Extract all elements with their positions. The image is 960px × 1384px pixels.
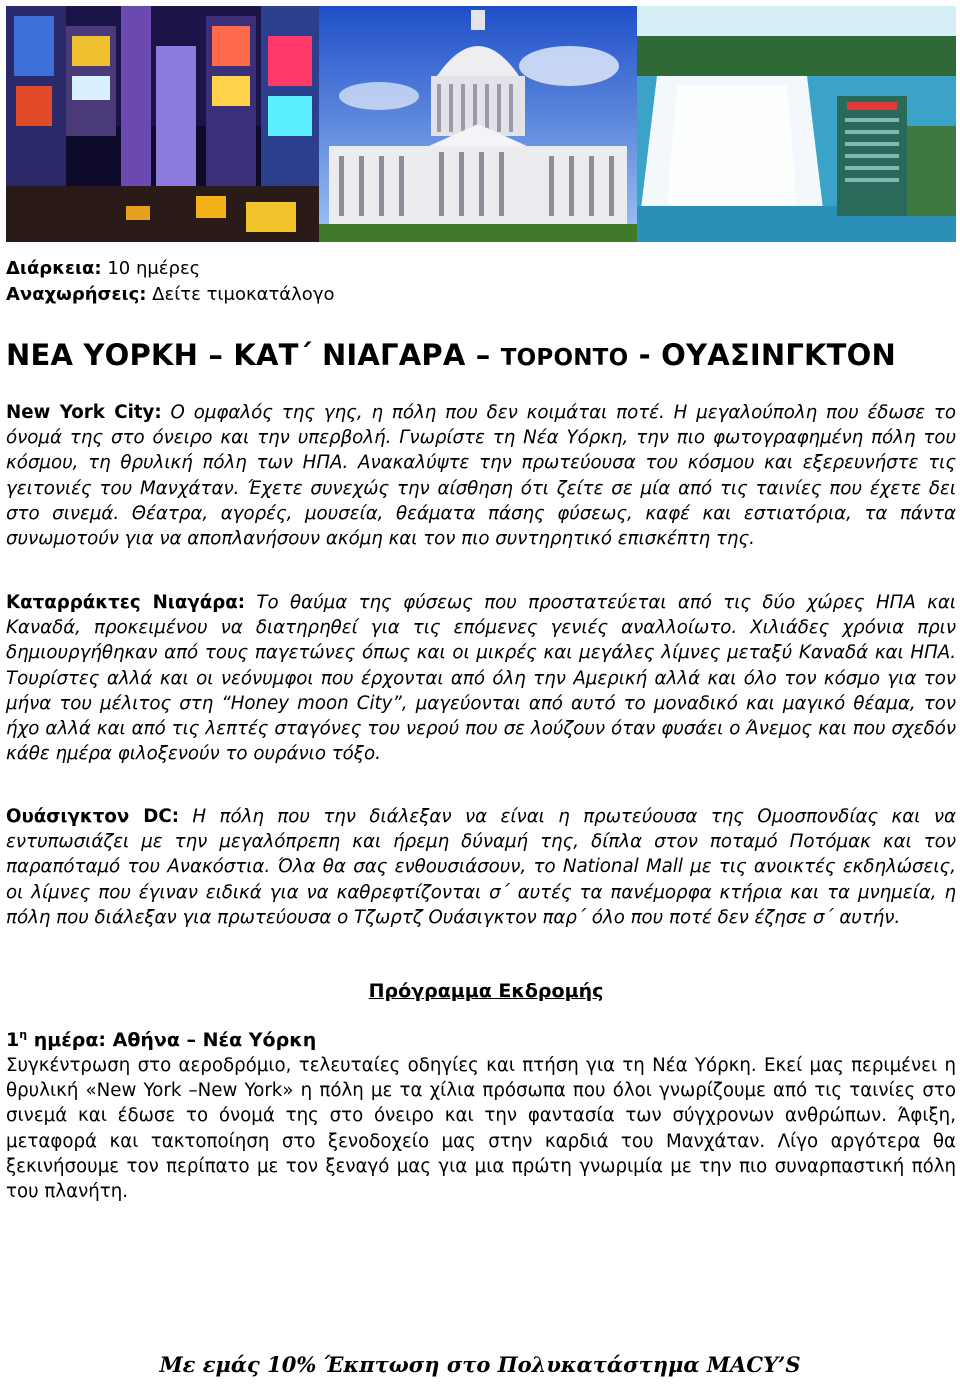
- departures-value: Δείτε τιμοκατάλογο: [146, 284, 335, 305]
- day1-title: ημέρα: Αθήνα – Νέα Υόρκη: [27, 1029, 317, 1051]
- niagara-text: Το θαύμα της φύσεως που προστατεύεται από τις δύο χώρες ΗΠΑ και Καναδά, προκειμένου να διατηρηθεί για τις επόμενες γενιές αναλλοίωτο. Χιλιάδες χρόνια πριν δημιουργήθηκαν από τους παγετώνες όπως και οι μικρές και μεγάλες λίμνες μεταξύ Καναδά και ΗΠΑ. Τουρίστες αλλά και οι νεόνυμφοι που έρχονται από όλη την Αμερική αλλά και όλο τον κόσμο για τον μήνα του μέλιτος στη “Honey moon City”, μαγεύονται από αυτό το μοναδικό και μαγικό θέαμα, τον ήχο αλλά και από τις λεπτές σταγόνες του νερού που σε λούζουν όταν φυσάει ο Άνεμος και που σχεδόν κάθε ημέρα φιλοξενούν το ουράνιο τόξο.: [6, 592, 956, 765]
- newyork-paragraph: [6, 400, 956, 551]
- duration-value: 10 ημέρες: [101, 258, 201, 279]
- capitol-photo: [319, 6, 637, 242]
- trip-meta: [6, 256, 334, 308]
- footer-offer: Με εμάς 10% Έκπτωση στο Πολυκατάστημα MACY’S: [159, 1352, 801, 1377]
- washington-lead: Ουάσιγκτον DC:: [6, 806, 179, 827]
- day1-number: 1: [6, 1029, 20, 1051]
- newyork-text: Ο ομφαλός της γης, η πόλη που δεν κοιμάται ποτέ. Η μεγαλούπολη που έδωσε το όνομά της στο όνειρο και την υπερβολή. Γνωρίστε τη Νέα Υόρκη, την πιο φωτογραφημένη πόλη του κόσμου, τη θρυλική πόλη των ΗΠΑ. Ανακαλύψτε την πρωτεύουσα του κόσμου και εξερευνήστε τις γειτονιές του Μανχάταν. Έχετε συνεχώς την αίσθηση ότι ζείτε σε μία από τις ταινίες που έχετε δει στο σινεμά. Θέατρα, αγορές, μουσεία, θεάματα πάσης φύσεως, καφέ και εστιατόρια, τα πάντα συνωμοτούν για να αποπλανήσουν ακόμη και τον πιο συντηρητικό επισκέπτη της.: [6, 402, 956, 550]
- departures-line: [6, 282, 334, 308]
- duration-label: Διάρκεια:: [6, 258, 102, 279]
- times-square-photo: [6, 6, 319, 242]
- niagara-lead: Καταρράκτες Νιαγάρα:: [6, 592, 246, 613]
- day1-heading: [6, 1028, 316, 1051]
- title-part2: ΤΟΡΟΝΤΟ: [500, 345, 629, 371]
- title-part3: - ΟΥΑΣΙΝΓΚΤΟΝ: [628, 338, 896, 372]
- page-title: [6, 338, 956, 372]
- duration-line: [6, 256, 334, 282]
- washington-text: Η πόλη που την διάλεξαν να είναι η πρωτεύουσα της Ομοσπονδίας και να εντυπωσιάζει με την μεγαλόπρεπη και ήρεμη δύναμή της, δίπλα στον ποταμό Ποτόμακ και τον παραπόταμό του Ανακόστια. Όλα θα σας ενθουσιάσουν, το National Mall με τις ανοικτές εκδηλώσεις, οι λίμνες που έγιναν ειδικά για να καθρεφτίζονται σ΄ αυτές τα πανέμορφα κτήρια και τα μνημεία, η πόλη που διάλεξαν για πρωτεύουσα ο Τζωρτζ Ουάσιγκτον παρ΄ όλο που ποτέ δεν έζησε σ΄ αυτήν.: [6, 806, 956, 928]
- newyork-lead: New York City:: [6, 402, 162, 423]
- departures-label: Αναχωρήσεις:: [6, 284, 147, 305]
- day1-sup: η: [19, 1028, 28, 1041]
- title-part1: ΝΕΑ ΥΟΡΚΗ – ΚΑΤ΄ ΝΙΑΓΑΡΑ –: [6, 338, 501, 372]
- program-heading: Πρόγραμμα Εκδρομής: [368, 980, 604, 1002]
- day1-text: Συγκέντρωση στο αεροδρόμιο, τελευταίες οδηγίες και πτήση για τη Νέα Υόρκη. Εκεί μας περιμένει η θρυλική «New York –New York» η πόλη με τα χίλια πρόσωπα που όλοι γνωρίζουμε από τις ταινίες στο σινεμά και έδωσε το όνομά της στο όνειρο και την φαντασία των σύγχρονων ανθρώπων. Άφιξη, μεταφορά και τακτοποίηση στο ξενοδοχείο μας στην καρδιά του Μανχάταν. Λίγο αργότερα θα ξεκινήσουμε τον περίπατο με τον ξεναγό μας για μια πρώτη γνωριμία με την πιο συναρπαστική πόλη του πλανήτη.: [6, 1055, 956, 1203]
- washington-paragraph: [6, 804, 956, 930]
- photo-banner: [6, 6, 956, 242]
- niagara-falls-photo: [637, 6, 956, 242]
- niagara-paragraph: [6, 590, 956, 766]
